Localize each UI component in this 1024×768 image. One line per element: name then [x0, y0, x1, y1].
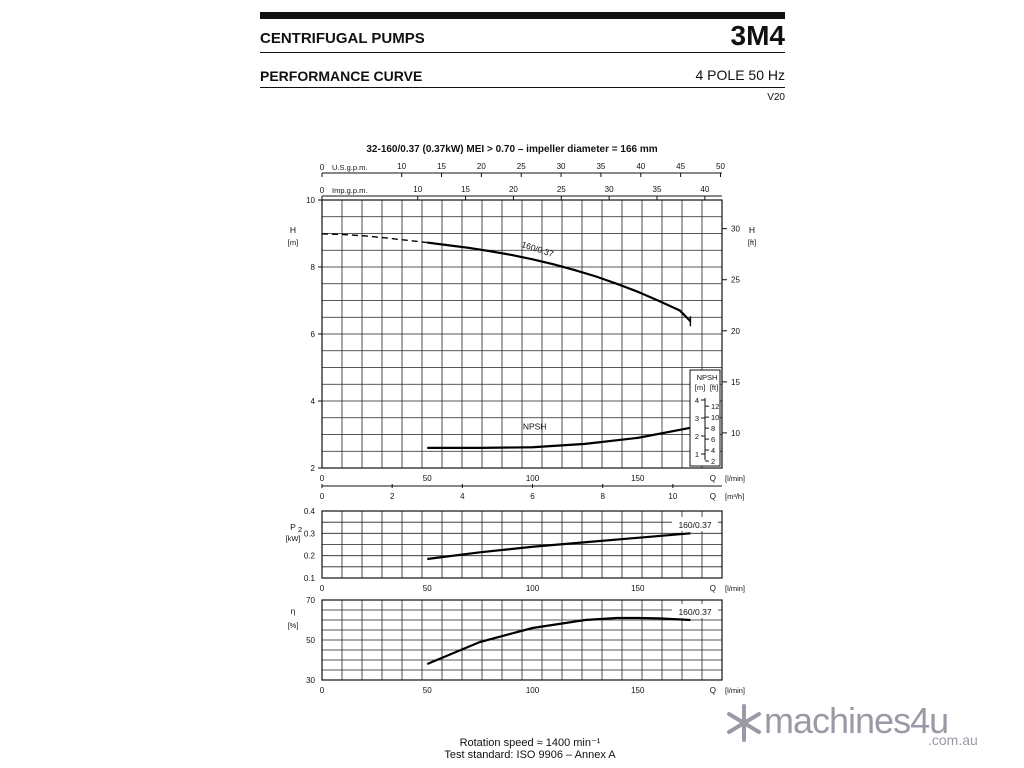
power-panel-grid [322, 511, 722, 578]
y-tick-label: 4 [310, 397, 315, 406]
eff-x-axis-unit: [l/min] [725, 686, 746, 695]
top-axis-tick-label: 10 [413, 185, 423, 194]
power-axis-unit: [kW] [285, 534, 301, 543]
top-axis-tick-label: 10 [397, 162, 407, 171]
y-tick-label: 8 [310, 263, 315, 272]
x-axis-label: Q [709, 474, 716, 483]
eff-x-tick-label: 0 [319, 686, 325, 695]
npsh-inset-title: NPSH [696, 373, 718, 382]
eff-axis-unit: [%] [287, 621, 299, 630]
npsh-m-tick-label: 4 [694, 396, 699, 405]
npsh-curve [427, 428, 690, 448]
npsh-m-tick-label: 3 [694, 414, 699, 423]
top-axis-tick-label: 0 [319, 186, 325, 195]
power-y-tick-label: 0.4 [303, 507, 315, 516]
eff-axis-label: η [290, 606, 296, 616]
top-axis-label: U.S.g.p.m. [332, 163, 368, 172]
top-axis-tick-label: 15 [461, 185, 471, 194]
y2-tick-label: 25 [731, 275, 740, 285]
x-axis-unit: [l/min] [725, 474, 746, 483]
power-x-tick-label: 0 [319, 584, 325, 593]
y2-tick-label: 20 [731, 326, 740, 336]
power-y-tick-label: 0.2 [303, 551, 315, 561]
logo-text: machines4u [764, 700, 949, 741]
revision: V20 [767, 92, 785, 103]
top-axis-tick-label: 40 [700, 185, 710, 194]
head-curve-label: 160/0.37 [520, 239, 555, 259]
eff-x-tick-label: 100 [525, 686, 540, 695]
section-title: PERFORMANCE CURVE [260, 68, 423, 84]
x-tick-label: 50 [422, 474, 432, 483]
m3h-axis-label: Q [709, 492, 716, 501]
y-tick-label: 6 [310, 330, 315, 339]
eff-y-tick-label: 30 [306, 676, 315, 685]
eff-panel-grid [322, 600, 722, 680]
top-axis-tick-label: 50 [716, 162, 725, 171]
power-y-tick-label: 0.3 [303, 529, 315, 539]
chart-title: 32-160/0.37 (0.37kW) MEI > 0.70 – impeller diameter = 166 mm [366, 144, 658, 155]
npsh-ft-tick-label: 10 [711, 413, 720, 423]
eff-y-tick-label: 70 [306, 596, 315, 605]
y2-tick-label: 30 [731, 224, 740, 234]
power-x-tick-label: 50 [422, 584, 432, 593]
y-axis-unit: [m] [287, 238, 299, 247]
eff-x-tick-label: 50 [422, 686, 432, 695]
pole-frequency: 4 POLE 50 Hz [695, 67, 785, 83]
x-tick-label: 150 [631, 474, 645, 483]
top-axis-label: Imp.g.p.m. [332, 186, 368, 195]
product-type: CENTRIFUGAL PUMPS [260, 30, 425, 47]
m3h-tick-label: 8 [600, 492, 605, 501]
y-axis-label: H [289, 225, 297, 235]
npsh-ft-tick-label: 2 [711, 457, 716, 467]
top-axis-tick-label: 30 [556, 162, 566, 171]
y-tick-label: 10 [306, 196, 315, 205]
eff-y-tick-label: 50 [306, 636, 315, 645]
logo-domain: .com.au [928, 732, 978, 748]
power-curve [427, 533, 690, 559]
top-axis-tick-label: 30 [604, 185, 614, 194]
m3h-tick-label: 10 [668, 492, 678, 501]
y2-tick-label: 15 [731, 377, 740, 387]
test-standard: Test standard: ISO 9906 – Annex A [444, 749, 616, 761]
y2-tick-label: 10 [731, 428, 740, 438]
x-tick-label: 100 [525, 474, 540, 483]
head-curve [427, 243, 690, 322]
eff-curve-label: 160/0.37 [678, 607, 712, 617]
top-axis-tick-label: 25 [516, 162, 526, 171]
npsh-curve-label: NPSH [522, 421, 547, 432]
snowflake-icon [724, 700, 764, 746]
y2-axis-label: H [748, 225, 756, 235]
npsh-ft-tick-label: 8 [711, 424, 716, 434]
power-x-axis-unit: [l/min] [725, 584, 746, 593]
power-axis-sub: 2 [298, 525, 303, 534]
npsh-inset-unit-ft: [ft] [709, 383, 719, 392]
top-axis-tick-label: 20 [508, 185, 518, 194]
top-axis-tick-label: 15 [437, 162, 446, 171]
power-x-tick-label: 150 [631, 584, 645, 593]
m3h-axis-unit: [m³/h] [725, 492, 745, 501]
top-axis-tick-label: 35 [596, 162, 606, 171]
npsh-inset-unit-m: [m] [694, 383, 706, 392]
npsh-m-tick-label: 2 [694, 432, 699, 441]
npsh-ft-tick-label: 6 [711, 435, 716, 445]
power-axis-label: P [290, 522, 296, 532]
power-curve-label: 160/0.37 [678, 520, 712, 530]
top-axis-tick-label: 35 [652, 185, 662, 194]
y-tick-label: 2 [310, 464, 315, 473]
top-axis-tick-label: 45 [676, 162, 686, 171]
m3h-tick-label: 0 [319, 492, 325, 501]
top-axis-tick-label: 40 [636, 162, 646, 171]
top-axis-tick-label: 25 [556, 185, 566, 194]
top-axis-tick-label: 20 [476, 162, 486, 171]
eff-curve [427, 618, 690, 664]
rotation-speed: Rotation speed ≈ 1400 min⁻¹ [459, 737, 601, 749]
m3h-tick-label: 6 [530, 492, 535, 501]
machines4u-logo [724, 700, 994, 750]
head-curve-dashed [322, 234, 427, 243]
model-title: 3M4 [730, 20, 785, 51]
m3h-tick-label: 4 [460, 492, 465, 501]
y2-axis-unit: [ft] [747, 238, 757, 247]
npsh-ft-tick-label: 12 [711, 402, 720, 412]
npsh-ft-tick-label: 4 [711, 446, 716, 456]
power-x-tick-label: 100 [525, 584, 540, 593]
top-axis-tick-label: 0 [319, 163, 325, 172]
power-x-axis-label: Q [709, 584, 716, 593]
power-y-tick-label: 0.1 [303, 574, 315, 583]
eff-x-tick-label: 150 [631, 686, 645, 695]
x-tick-label: 0 [319, 474, 325, 483]
eff-x-axis-label: Q [709, 686, 716, 695]
npsh-m-tick-label: 1 [694, 450, 699, 459]
m3h-tick-label: 2 [389, 492, 395, 501]
